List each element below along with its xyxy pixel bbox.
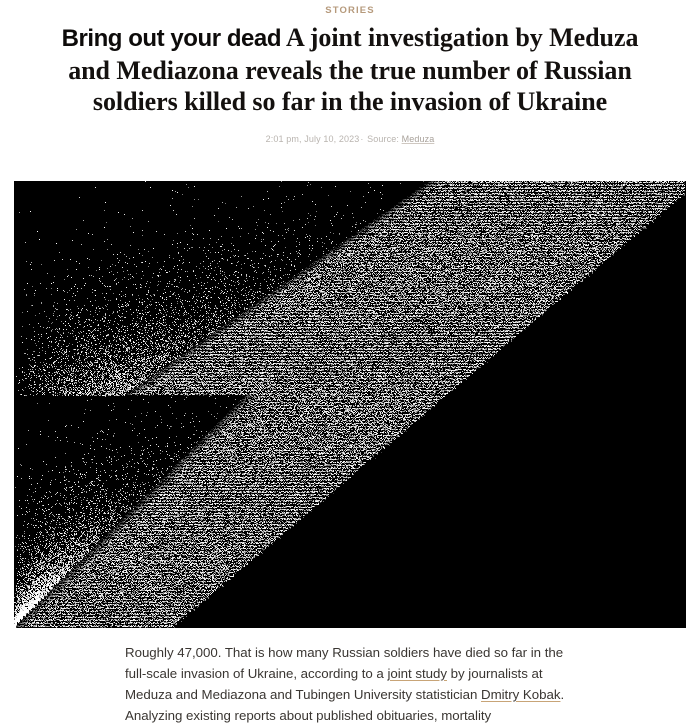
dmitry-kobak-link[interactable]: Dmitry Kobak (481, 687, 561, 702)
meta-source-link[interactable]: Meduza (401, 133, 435, 144)
dot-matrix-canvas (14, 181, 686, 628)
hero-visualization (14, 181, 686, 628)
joint-study-link[interactable]: joint study (387, 666, 447, 681)
article-body (125, 642, 577, 726)
article-meta (0, 133, 700, 145)
body-text-part3: . Analyzing existing reports about published obituaries, mortality (125, 687, 565, 723)
headline-rest: A joint investigation by Meduza and Mediazona reveals the true number of Russian soldiers killed so far in the invasion of Ukraine (68, 23, 639, 116)
meta-source-label: Source: (367, 133, 399, 144)
page-title (50, 22, 650, 118)
body-text-part1: Roughly 47,000. That is how many Russian soldiers have died so far in the full-scale invasion of Ukraine, according to a (125, 645, 564, 681)
body-text-part2: by journalists at Meduza and Mediazona and Tubingen University statistician (125, 666, 543, 702)
section-kicker[interactable]: STORIES (325, 5, 375, 16)
meta-timestamp: 2:01 pm, July 10, 2023 (265, 133, 360, 144)
headline-lede: Bring out your dead (61, 25, 282, 52)
meta-separator: · (360, 133, 364, 144)
